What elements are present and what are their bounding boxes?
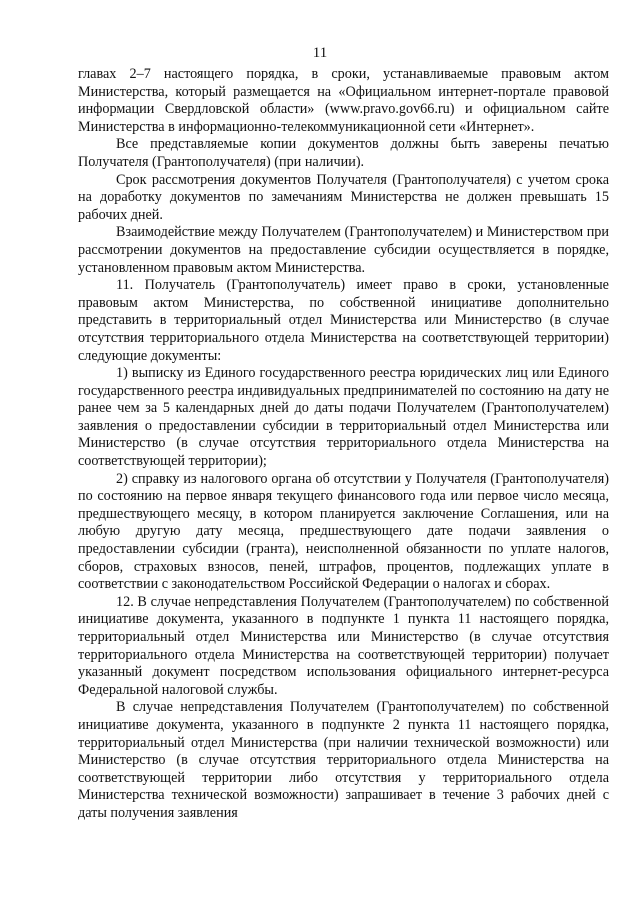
paragraph-item-12-continued: В случае непредставления Получателем (Грантополучателем) по собственной инициативе документа, указанного в подпункте 2 пункта 11 настоящего порядка, территориальный отдел Министерства (при наличии технической возможности) или Министерство (в случае отсутствия территориального отдела Министерства на соответствующей территории либо отсутствия у территориального отдела Министерства технической возможности) запрашивает в течение 3 рабочих дней с даты получения заявления (78, 699, 609, 821)
paragraph-copies-certification: Все представляемые копии документов должны быть заверены печатью Получателя (Грантополучателя) (при наличии). (78, 136, 609, 170)
page-number: 11 (312, 45, 328, 61)
paragraph-subitem-2: 2) справку из налогового органа об отсутствии у Получателя (Грантополучателя) по состоянию на первое января текущего финансового года или первое число месяца, предшествующего месяцу, в котором планируется заключение Соглашения, или на любую другую дату месяца, предшествующего дате подачи заявления о предоставлении субсидии (гранта), неисполненной обязанности по уплате налогов, сборов, страховых взносов, пеней, штрафов, процентов, подлежащих уплате в соответствии с законодательством Российской Федерации о налогах и сборах. (78, 470, 609, 593)
paragraph-subitem-1: 1) выписку из Единого государственного реестра юридических лиц или Единого государственного реестра индивидуальных предпринимателей по состоянию на дату не ранее чем за 5 календарных дней до даты подачи Получателем (Грантополучателем) заявления о предоставлении субсидии в территориальный отдел Министерства или Министерство (в случае отсутствия территориального отдела Министерства на соответствующей территории); (78, 365, 609, 470)
paragraph-continuation: главах 2–7 настоящего порядка, в сроки, устанавливаемые правовым актом Министерства, который размещается на «Официальном интернет-портале правовой информации Свердловской области» (www.pravo.gov66.ru) и официальном сайте Министерства в информационно-телекоммуникационной сети «Интернет». (78, 66, 609, 135)
document-body (78, 66, 609, 823)
paragraph-review-period: Срок рассмотрения документов Получателя (Грантополучателя) с учетом срока на доработку документов по замечаниям Министерства не должен превышать 15 рабочих дней. (78, 171, 609, 223)
paragraph-item-12: 12. В случае непредставления Получателем (Грантополучателем) по собственной инициативе документа, указанного в подпункте 1 пункта 11 настоящего порядка, территориальный отдел Министерства или Министерство (в случае отсутствия территориального отдела Министерства на соответствующей территории) получает указанный документ посредством использования официального интернет-ресурса Федеральной налоговой службы. (78, 593, 609, 698)
paragraph-interaction: Взаимодействие между Получателем (Грантополучателем) и Министерством при рассмотрении документов на предоставление субсидии осуществляется в порядке, установленном правовым актом Министерства. (78, 224, 609, 276)
paragraph-item-11: 11. Получатель (Грантополучатель) имеет право в сроки, установленные правовым актом Министерства, по собственной инициативе дополнительно представить в территориальный отдел Министерства или Министерство (в случае отсутствия территориального отдела Министерства на соответствующей территории) следующие документы: (78, 277, 609, 364)
